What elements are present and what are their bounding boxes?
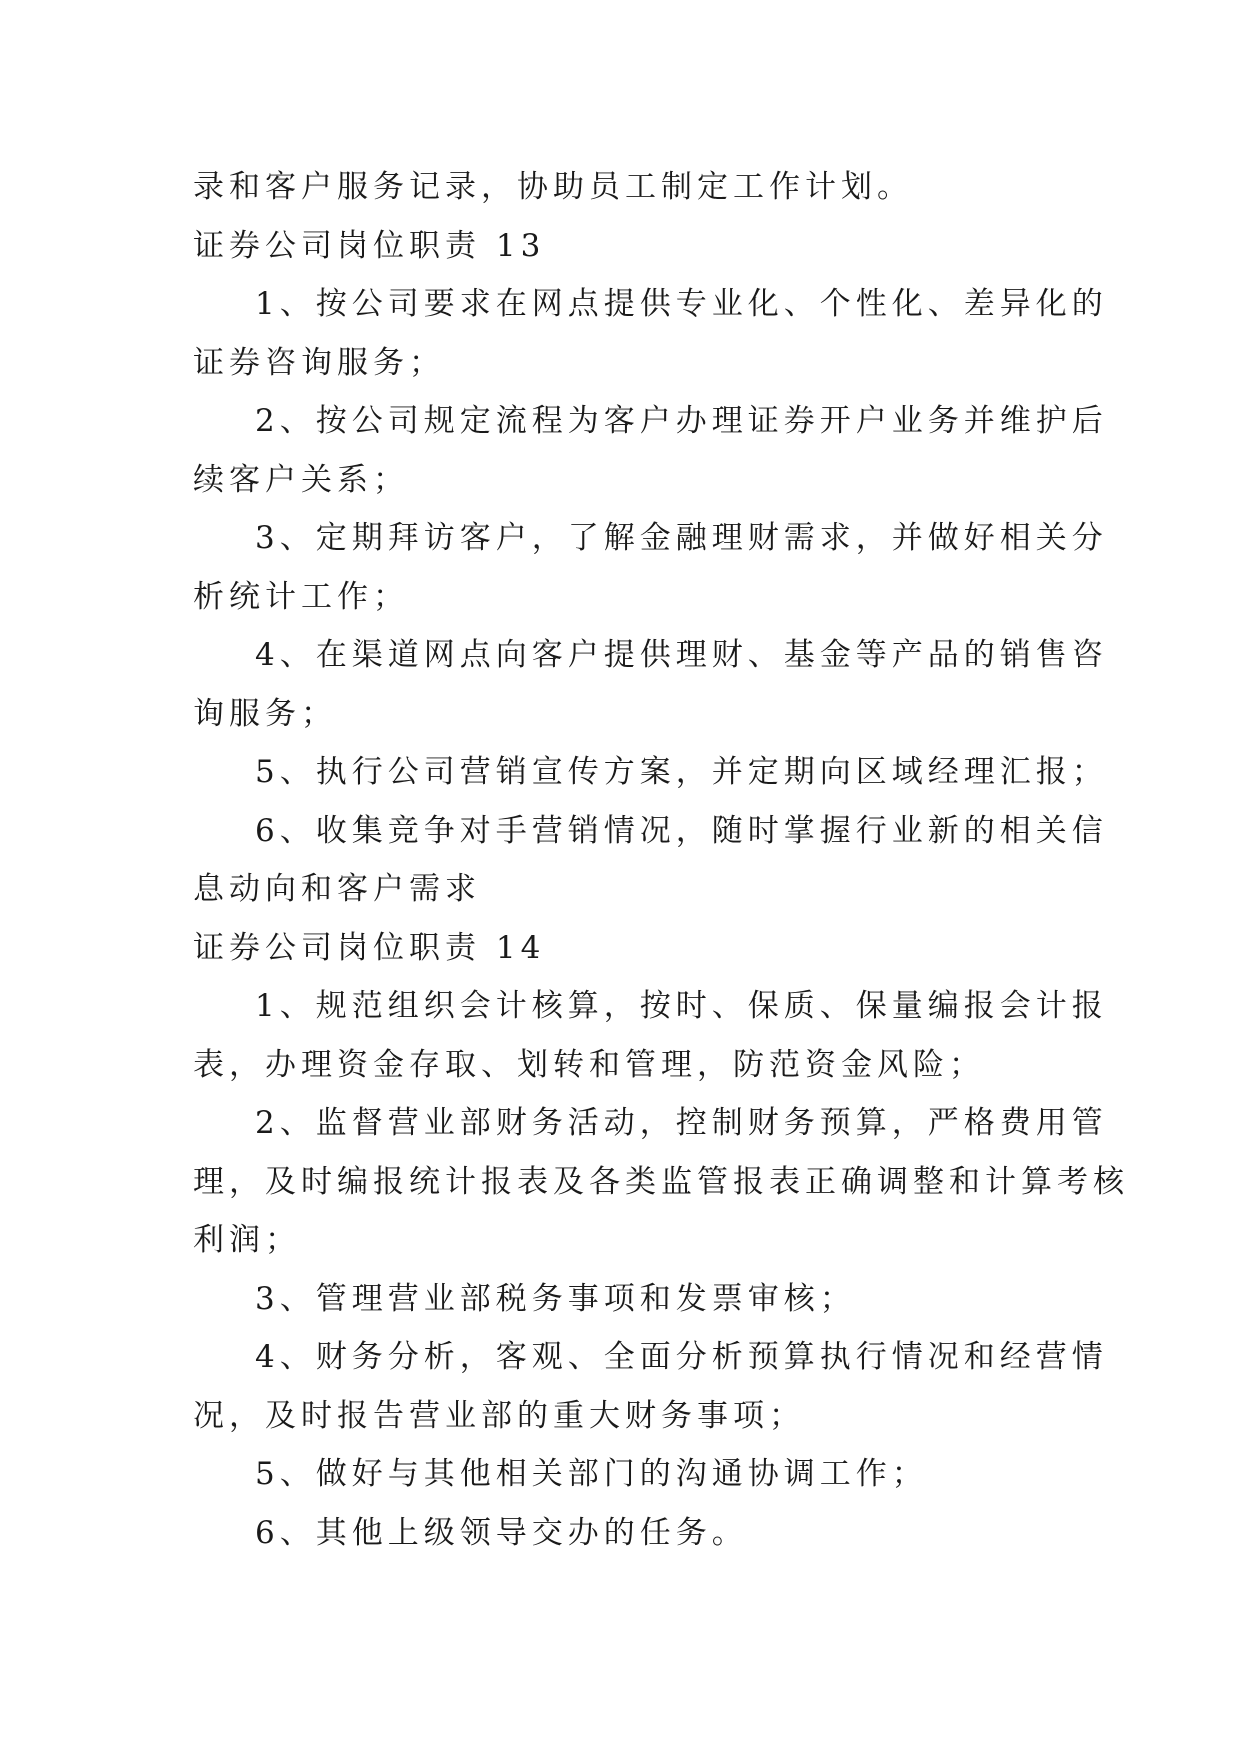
text-line: 证券咨询服务； — [193, 344, 445, 381]
text-line: 询服务； — [193, 695, 337, 732]
text-line: 3、管理营业部税务事项和发票审核； — [255, 1280, 856, 1317]
text-line: 况，及时报告营业部的重大财务事项； — [193, 1397, 805, 1434]
text-line: 利润； — [193, 1222, 301, 1258]
text-line: 6、其他上级领导交办的任务。 — [255, 1514, 748, 1551]
text-line: 6、收集竞争对手营销情况，随时掌握行业新的相关信 — [255, 812, 1108, 849]
text-line: 2、按公司规定流程为客户办理证券开户业务并维护后 — [255, 403, 1108, 439]
text-line: 息动向和客户需求 — [193, 871, 481, 907]
text-line: 录和客户服务记录，协助员工制定工作计划。 — [193, 169, 913, 205]
text-line: 理，及时编报统计报表及各类监管报表正确调整和计算考核 — [193, 1163, 1129, 1200]
text-line: 证券公司岗位职责 14 — [193, 929, 546, 966]
text-line: 3、定期拜访客户，了解金融理财需求，并做好相关分 — [255, 520, 1108, 556]
text-line: 4、财务分析，客观、全面分析预算执行情况和经营情 — [255, 1339, 1108, 1375]
text-line: 2、监督营业部财务活动，控制财务预算，严格费用管 — [255, 1105, 1108, 1141]
text-line: 4、在渠道网点向客户提供理财、基金等产品的销售咨 — [255, 637, 1108, 673]
text-line: 证券公司岗位职责 13 — [193, 227, 546, 264]
text-line: 续客户关系； — [193, 461, 409, 498]
text-line: 1、规范组织会计核算，按时、保质、保量编报会计报 — [255, 988, 1108, 1024]
text-line: 1、按公司要求在网点提供专业化、个性化、差异化的 — [255, 286, 1108, 322]
text-line: 5、做好与其他相关部门的沟通协调工作； — [255, 1456, 928, 1492]
text-line: 5、执行公司营销宣传方案，并定期向区域经理汇报； — [255, 754, 1108, 790]
text-line: 表，办理资金存取、划转和管理，防范资金风险； — [193, 1046, 985, 1083]
text-line: 析统计工作； — [193, 578, 409, 615]
document-body — [193, 158, 1129, 1562]
